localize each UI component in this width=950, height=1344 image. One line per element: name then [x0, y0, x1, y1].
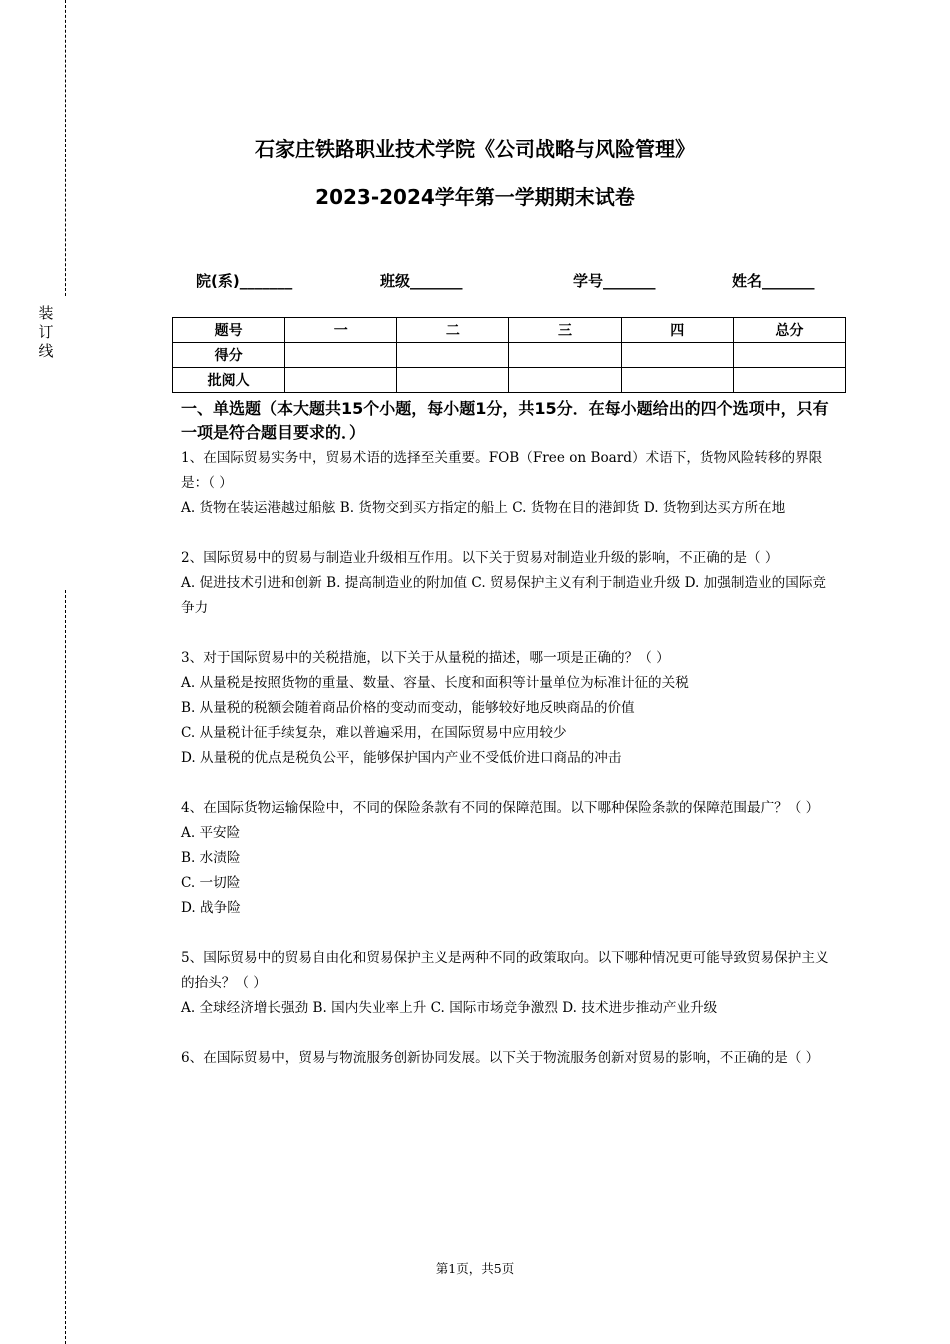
- reviewer-cell: [285, 368, 397, 393]
- question-options: A. 促进技术引进和创新 B. 提高制造业的附加值 C. 贸易保护主义有利于制造业升级 D. 加强制造业的国际竞争力: [181, 575, 827, 616]
- page-footer: 第1页，共5页: [435, 1261, 515, 1276]
- score-table-row: [173, 343, 846, 368]
- reviewer-cell: [733, 368, 845, 393]
- question-option-d: D. 从量税的优点是税负公平，能够保护国内产业不受低价进口商品的冲击: [181, 750, 622, 766]
- exam-title-line2: 2023-2024学年第一学期期末试卷: [315, 185, 635, 209]
- student-id-field: 学号_______: [573, 272, 656, 290]
- question-3: [181, 646, 839, 771]
- reviewer-cell: [621, 368, 733, 393]
- name-field: 姓名_______: [732, 272, 815, 290]
- score-cell: [621, 343, 733, 368]
- binding-label: 装订线: [38, 304, 54, 360]
- reviewer-cell: [509, 368, 621, 393]
- student-info-row: [0, 270, 950, 292]
- reviewer-cell: [397, 368, 509, 393]
- score-table-header-cell: 一: [285, 318, 397, 343]
- class-field: 班级_______: [380, 272, 463, 290]
- question-stem: 5、国际贸易中的贸易自由化和贸易保护主义是两种不同的政策取向。以下哪种情况更可能导致贸易保护主义的抬头？（ ）: [181, 950, 829, 991]
- score-cell: [509, 343, 621, 368]
- score-table-row-label: 得分: [173, 343, 285, 368]
- score-table-header-cell: 题号: [173, 318, 285, 343]
- question-option-b: B. 水渍险: [181, 850, 241, 866]
- question-list: [181, 446, 839, 1096]
- question-option-b: B. 从量税的税额会随着商品价格的变动而变动，能够较好地反映商品的价值: [181, 700, 635, 716]
- score-cell: [285, 343, 397, 368]
- score-table-header-cell: 三: [509, 318, 621, 343]
- score-table-row-label: 批阅人: [173, 368, 285, 393]
- score-table-header-cell: 四: [621, 318, 733, 343]
- question-5: [181, 946, 839, 1021]
- question-options: A. 货物在装运港越过船舷 B. 货物交到买方指定的船上 C. 货物在目的港卸货 D. 货物到达买方所在地: [181, 500, 786, 516]
- score-table-header-cell: 总分: [733, 318, 845, 343]
- question-1: [181, 446, 839, 521]
- score-table: [172, 317, 846, 393]
- question-option-a: A. 从量税是按照货物的重量、数量、容量、长度和面积等计量单位为标准计征的关税: [181, 675, 689, 691]
- score-cell: [733, 343, 845, 368]
- question-6: [181, 1046, 839, 1071]
- score-table-row: [173, 368, 846, 393]
- section-heading: 一、单选题（本大题共15个小题，每小题1分，共15分．在每小题给出的四个选项中，只有一项是符合题目要求的．）: [181, 399, 829, 442]
- score-table-header-row: [173, 318, 846, 343]
- question-stem: 4、在国际货物运输保险中，不同的保险条款有不同的保障范围。以下哪种保险条款的保障范围最广？（ ）: [181, 800, 820, 816]
- question-option-c: C. 从量税计征手续复杂，难以普遍采用，在国际贸易中应用较少: [181, 725, 567, 741]
- question-4: [181, 796, 839, 921]
- question-stem: 6、在国际贸易中，贸易与物流服务创新协同发展。以下关于物流服务创新对贸易的影响，不正确的是（ ）: [181, 1050, 820, 1066]
- binding-line-bottom: [65, 590, 66, 1344]
- question-options: A. 全球经济增长强劲 B. 国内失业率上升 C. 国际市场竞争激烈 D. 技术进步推动产业升级: [181, 1000, 718, 1016]
- question-stem: 1、在国际贸易实务中，贸易术语的选择至关重要。FOB（Free on Board）术语下，货物风险转移的界限是：（ ）: [181, 450, 823, 491]
- question-option-c: C. 一切险: [181, 875, 241, 891]
- department-field: 院(系)_______: [196, 272, 293, 290]
- score-table-header-cell: 二: [397, 318, 509, 343]
- question-stem: 3、对于国际贸易中的关税措施，以下关于从量税的描述，哪一项是正确的？（ ）: [181, 650, 670, 666]
- question-option-d: D. 战争险: [181, 900, 241, 916]
- question-stem: 2、国际贸易中的贸易与制造业升级相互作用。以下关于贸易对制造业升级的影响，不正确的是（ ）: [181, 550, 779, 566]
- exam-title-line1: 石家庄铁路职业技术学院《公司战略与风险管理》: [255, 137, 695, 161]
- score-cell: [397, 343, 509, 368]
- question-2: [181, 546, 839, 621]
- question-option-a: A. 平安险: [181, 825, 241, 841]
